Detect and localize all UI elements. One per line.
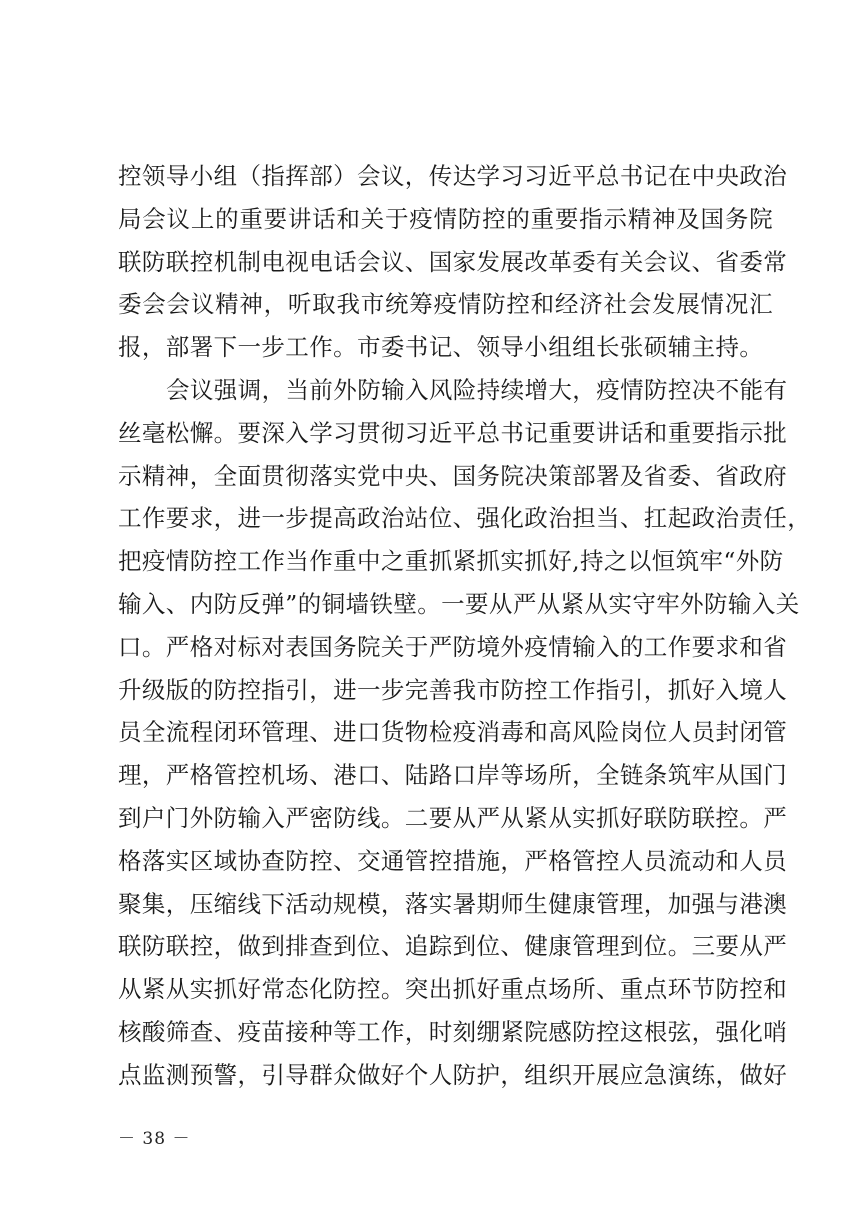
text-line: 核酸筛查、疫苗接种等工作，时刻绷紧院感防控这根弦，强化哨 — [118, 1017, 788, 1046]
text-line: 聚集，压缩线下活动规模，落实暑期师生健康管理，加强与港澳 — [118, 889, 788, 918]
body-text — [118, 155, 812, 1097]
text-line: 委会会议精神，听取我市统筹疫情防控和经济社会发展情况汇 — [118, 290, 773, 319]
paragraph-start-line: 会议强调，当前外防输入风险持续增大，疫情防控决不能有 — [166, 375, 788, 404]
text-line: 工作要求，进一步提高政治站位、强化政治担当、扛起政治责任， — [118, 504, 812, 533]
text-line: 到户门外防输入严密防线。二要从严从紧从实抓好联防联控。严 — [118, 803, 788, 832]
text-line: 丝毫松懈。要深入学习贯彻习近平总书记重要讲话和重要指示批 — [118, 418, 788, 447]
text-line: 升级版的防控指引，进一步完善我市防控工作指引，抓好入境人 — [118, 675, 788, 704]
text-line: 点监测预警，引导群众做好个人防护，组织开展应急演练，做好 — [118, 1060, 788, 1089]
text-line: 报，部署下一步工作。市委书记、领导小组组长张硕辅主持。 — [118, 333, 764, 362]
text-line: 输入、内防反弹”的铜墙铁壁。一要从严从紧从实守牢外防输入关 — [118, 589, 800, 618]
text-line: 理，严格管控机场、港口、陆路口岸等场所，全链条筑牢从国门 — [118, 761, 788, 790]
text-line: 联防联控机制电视电话会议、国家发展改革委有关会议、省委常 — [118, 247, 788, 276]
text-line: 示精神，全面贯彻落实党中央、国务院决策部署及省委、省政府 — [118, 461, 788, 490]
text-line: 格落实区域协查防控、交通管控措施，严格管控人员流动和人员 — [118, 846, 788, 875]
text-line: 把疫情防控工作当作重中之重抓紧抓实抓好,持之以恒筑牢“外防 — [118, 547, 784, 576]
text-line: 从紧从实抓好常态化防控。突出抓好重点场所、重点环节防控和 — [118, 975, 788, 1004]
text-line: 口。严格对标对表国务院关于严防境外疫情输入的工作要求和省 — [118, 632, 788, 661]
text-line: 控领导小组（指挥部）会议，传达学习习近平总书记在中央政治 — [118, 162, 788, 190]
text-line: 员全流程闭环管理、进口货物检疫消毒和高风险岗位人员封闭管 — [118, 718, 788, 747]
page-number: － 38 － — [118, 1129, 191, 1149]
text-line: 联防联控，做到排查到位、追踪到位、健康管理到位。三要从严 — [118, 932, 788, 961]
text-line: 局会议上的重要讲话和关于疫情防控的重要指示精神及国务院 — [118, 204, 773, 233]
